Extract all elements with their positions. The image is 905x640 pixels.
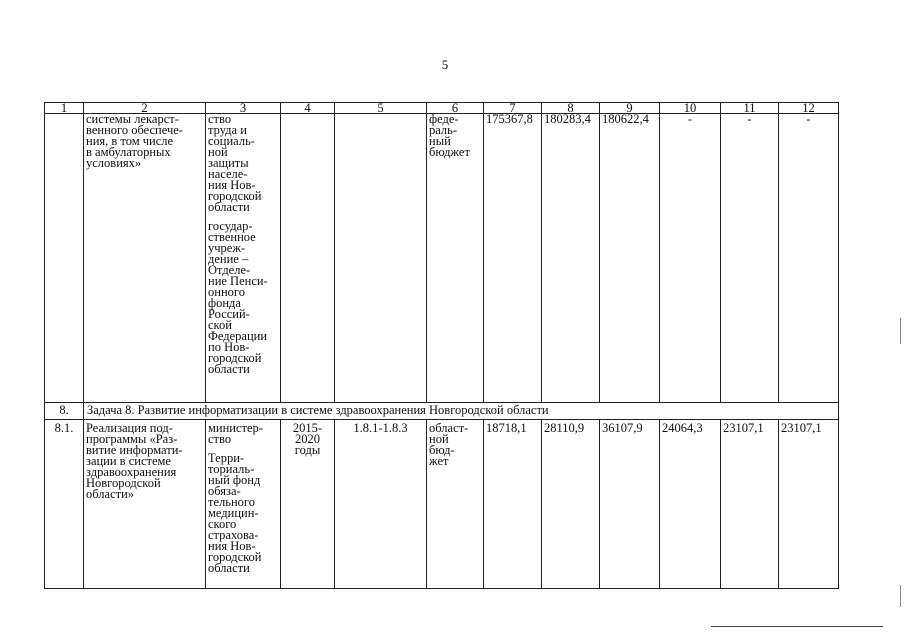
table-header-row — [45, 103, 839, 114]
table-row — [45, 114, 839, 403]
row-number-cell — [45, 114, 84, 403]
period-text: 2015- 2020 годы — [292, 421, 323, 457]
header-cell: 11 — [721, 103, 779, 114]
amount-cell: 18718,1 — [484, 420, 542, 589]
row-number-cell: 8.1. — [45, 420, 84, 589]
amount-cell: 24064,3 — [660, 420, 721, 589]
header-cell: 1 — [45, 103, 84, 114]
scan-edge-mark — [900, 585, 901, 607]
executor-text: государ- ственное учреж- дение – Отделе- ние Пенси- онного фонда Россий- ской Федерации по Нов- городской области — [208, 219, 268, 376]
executor-text: министер- ство — [208, 421, 263, 446]
scan-edge-mark — [900, 318, 901, 344]
funding-source-text: област- ной бюд- жет — [429, 421, 469, 468]
program-table — [44, 102, 839, 589]
amount-cell: 180622,4 — [600, 114, 660, 403]
funding-source-cell — [427, 420, 484, 589]
period-cell — [281, 420, 335, 589]
amount-cell: - — [660, 114, 721, 403]
activity-name-text: системы лекарст- венного обеспече- ния, в том числе в амбулаторных условиях» — [86, 113, 183, 170]
amount-cell: - — [721, 114, 779, 403]
header-cell: 10 — [660, 103, 721, 114]
table-row — [45, 420, 839, 589]
header-cell: 3 — [206, 103, 281, 114]
amount-cell: 23107,1 — [779, 420, 839, 589]
header-cell: 5 — [335, 103, 427, 114]
activity-name-text: Реализация под- программы «Раз- витие информати- зации в системе здравоохранения Новгородской области» — [86, 421, 183, 501]
activity-name-cell — [84, 420, 206, 589]
executor-text: ство труда и социаль- ной защиты населе- ния Нов- городской области — [208, 113, 262, 214]
page-number: 5 — [441, 57, 449, 72]
activity-name-cell — [84, 114, 206, 403]
target-cell: 1.8.1-1.8.3 — [335, 420, 427, 589]
executor-cell — [206, 114, 281, 403]
executor-text: Терри- ториаль- ный фонд обяза- тельного медицин- ского страхова- ния Нов- городской области — [208, 451, 262, 575]
amount-cell: 175367,8 — [484, 114, 542, 403]
period-cell — [281, 114, 335, 403]
funding-source-text: феде- раль- ный бюджет — [429, 113, 470, 159]
amount-cell: 36107,9 — [600, 420, 660, 589]
executor-cell — [206, 420, 281, 589]
amount-cell: 28110,9 — [542, 420, 600, 589]
header-cell: 6 — [427, 103, 484, 114]
task-title-cell: Задача 8. Развитие информатизации в системе здравоохранения Новгородской области — [84, 403, 839, 420]
header-cell: 12 — [779, 103, 839, 114]
amount-cell: 180283,4 — [542, 114, 600, 403]
target-cell — [335, 114, 427, 403]
header-cell: 8 — [542, 103, 600, 114]
funding-source-cell — [427, 114, 484, 403]
amount-cell: 23107,1 — [721, 420, 779, 589]
amount-cell: - — [779, 114, 839, 403]
scan-edge-line — [711, 626, 883, 627]
task-row — [45, 403, 839, 420]
header-cell: 9 — [600, 103, 660, 114]
header-cell: 4 — [281, 103, 335, 114]
header-cell: 2 — [84, 103, 206, 114]
header-cell: 7 — [484, 103, 542, 114]
task-number-cell: 8. — [45, 403, 84, 420]
